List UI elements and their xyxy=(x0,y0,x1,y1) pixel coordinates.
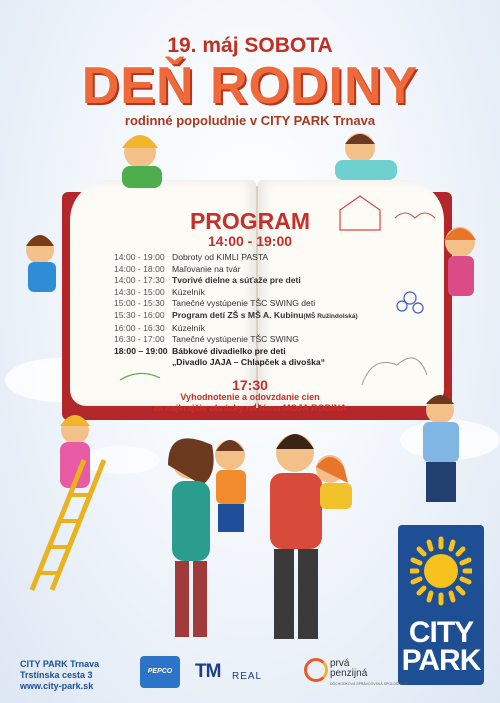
city-park-logo xyxy=(398,525,484,685)
venue-name: CITY PARK Trnava xyxy=(20,659,100,669)
pepco-logo: PEPCO xyxy=(140,656,180,688)
schedule-activity: Maľovanie na tvár xyxy=(172,263,241,274)
event-date: 19. máj SOBOTA xyxy=(167,34,333,57)
prva-penzijna-tagline: DÔCHODKOVÁ SPRÁVCOVSKÁ SPOLOČNOSŤ xyxy=(330,682,408,686)
schedule-activity: Tanečné vystúpenie TŠC SWING xyxy=(172,334,299,345)
schedule-time: 18:00 – 19:00 xyxy=(114,345,168,356)
schedule-time: 14:30 - 15:00 xyxy=(114,286,165,297)
prva-penzijna-logo xyxy=(330,659,367,679)
schedule-time: 14:00 - 19:00 xyxy=(114,252,165,262)
schedule-activity: Program detí ZŠ s MŠ A. Kubinu xyxy=(172,309,304,320)
prva-penzijna-line1: prvá xyxy=(330,658,350,669)
schedule-time: 16:00 - 16:30 xyxy=(114,322,165,333)
schedule-time: 15:00 - 15:30 xyxy=(114,298,165,309)
family-illustration xyxy=(150,425,380,650)
award-line: Vyhodnotenie a odovzdanie cien xyxy=(180,392,320,402)
program-time: 14:00 - 19:00 xyxy=(207,233,293,249)
schedule-activity: „Divadlo JAJA – Chlapček a divoška“ xyxy=(172,357,325,368)
prva-penzijna-line2: penzijná xyxy=(330,668,368,679)
venue-website[interactable]: www.city-park.sk xyxy=(20,681,94,691)
venue-address xyxy=(20,659,99,692)
schedule-activity: Tvorivé dielne a súťaže pre deti xyxy=(172,275,301,286)
schedule-note: (MŠ Ružindolská) xyxy=(303,312,358,320)
program-title: PROGRAM xyxy=(189,208,311,234)
award-time: 17:30 xyxy=(232,377,268,393)
award-line: za najkrajšie obrázky na tému MOJA RODINA xyxy=(153,403,347,413)
schedule-time: 16:30 - 17:00 xyxy=(114,334,165,345)
schedule-activity: Kúzelník xyxy=(172,322,205,333)
tm-real-logo-tm: TM xyxy=(195,661,221,682)
schedule-time: 14:00 - 17:30 xyxy=(114,275,165,286)
venue-street: Trstínska cesta 3 xyxy=(20,670,93,680)
tm-real-logo-real: REAL xyxy=(232,671,263,682)
event-subtitle: rodinné popoludnie v CITY PARK Trnava xyxy=(124,113,376,128)
sun-icon xyxy=(410,535,472,615)
schedule-activity: Bábkové divadielko pre deti xyxy=(172,345,286,356)
schedule-activity: Tanečné vystúpenie TŠC SWING deti xyxy=(172,298,316,309)
schedule-time: 14:00 - 18:00 xyxy=(114,263,165,274)
prva-penzijna-icon xyxy=(304,658,328,682)
schedule-activity: Kúzelník xyxy=(172,286,205,297)
schedule-activity: Dobroty od KIMLI PASTA xyxy=(172,252,269,262)
city-park-name-line2: PARK xyxy=(401,644,481,677)
city-park-name-line1: CITY xyxy=(408,616,474,649)
event-title: DEŇ RODINY xyxy=(81,57,419,115)
ladder-illustration xyxy=(22,455,112,595)
schedule-time: 15:30 - 16:00 xyxy=(114,309,165,320)
